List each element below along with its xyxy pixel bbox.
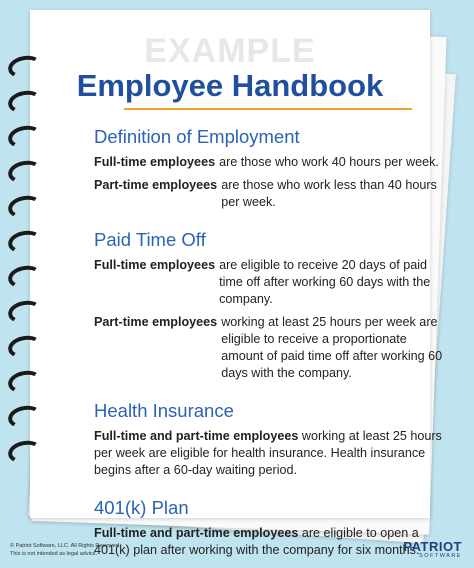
binding-ring (6, 263, 43, 291)
policy-item (94, 428, 446, 479)
policy-text: are those who work less than 40 hours per week. (221, 178, 437, 209)
policy-text: are those who work 40 hours per week. (219, 155, 439, 169)
binding-ring (6, 158, 43, 186)
policy-term: Full-time and part-time employees (94, 429, 299, 443)
binding-ring (6, 88, 43, 116)
policy-item (94, 525, 446, 559)
policy-item (94, 314, 446, 382)
policy-term: Part-time employees (94, 315, 218, 329)
watermark: EXAMPLE (144, 32, 316, 70)
policy-term: Part-time employees (94, 178, 218, 192)
spiral-binding (8, 56, 52, 476)
policy-term: Full-time employees (94, 258, 216, 272)
binding-ring (6, 193, 43, 221)
policy-item (94, 177, 446, 211)
page-title: Employee Handbook (76, 68, 384, 103)
binding-ring (6, 368, 43, 396)
footer-notice (10, 542, 120, 558)
policy-text: are eligible to open a 401(k) plan after working with the company for six months. (94, 526, 420, 557)
binding-ring (6, 403, 43, 431)
logo-wordmark: PATRIOT (403, 539, 462, 554)
binding-ring (6, 123, 43, 151)
policy-text: working at least 25 hours per week are eligible to receive a proportionate amount of paid time off after working 60 days with the company. (221, 315, 443, 380)
policy-item (94, 257, 446, 308)
copyright-text: © Patriot Software, LLC. All Rights Reserved. (10, 543, 121, 549)
section-heading: 401(k) Plan (94, 497, 189, 518)
policy-text: are eligible to receive 20 days of paid time off after working 60 days with the company. (219, 258, 431, 306)
disclaimer-text: This is not intended as legal advice. (10, 551, 98, 557)
section-definition-of-employment (94, 126, 446, 211)
binding-ring (6, 53, 43, 81)
handbook-content (94, 126, 446, 568)
logo-subtitle: SOFTWARE (419, 553, 462, 559)
section-401k-plan (94, 497, 446, 559)
binding-ring (6, 298, 43, 326)
binding-ring (6, 333, 43, 361)
policy-term: Full-time and part-time employees (94, 526, 299, 540)
policy-text: working at least 25 hours per week are eligible for health insurance. Health insurance begins after a 60-day waiting period. (94, 429, 442, 477)
binding-ring (6, 438, 43, 466)
policy-item (94, 154, 446, 171)
section-heading: Health Insurance (94, 400, 234, 421)
section-paid-time-off (94, 229, 446, 382)
section-heading: Paid Time Off (94, 229, 206, 250)
section-health-insurance (94, 400, 446, 479)
binding-ring (6, 228, 43, 256)
patriot-software-logo (403, 539, 462, 559)
policy-term: Full-time employees (94, 155, 216, 169)
title-underline (124, 108, 412, 110)
section-heading: Definition of Employment (94, 126, 300, 147)
